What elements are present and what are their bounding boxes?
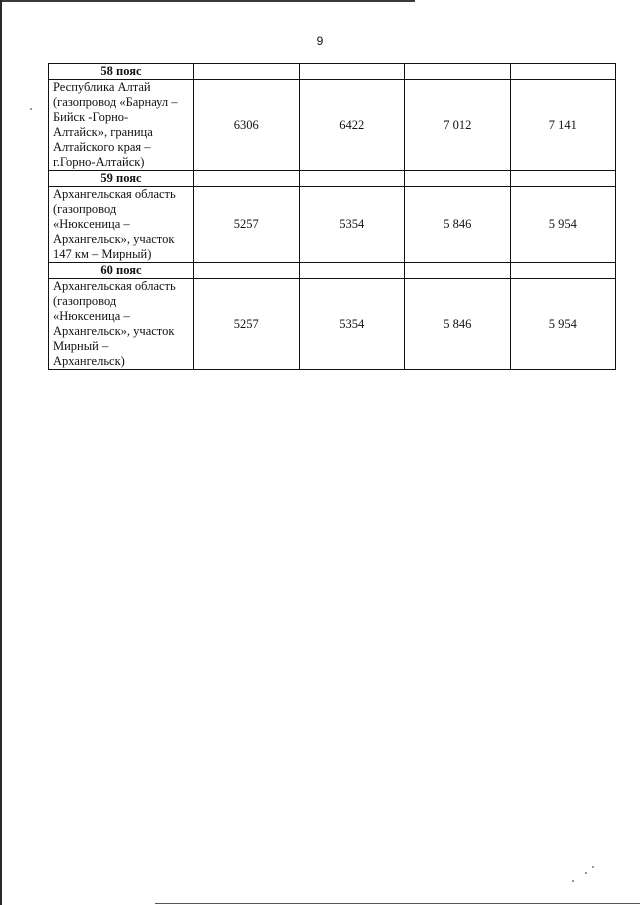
region-cell: [49, 80, 194, 171]
zone-header-row: [49, 263, 616, 279]
page-number: 9: [316, 34, 324, 48]
region-line: Архангельская область: [53, 279, 176, 293]
region-line: Архангельск», участок: [53, 232, 175, 246]
region-line: Алтайского края –: [53, 140, 151, 154]
value-cell: 5 846: [405, 187, 511, 263]
table-row: [49, 279, 616, 370]
scan-speck: [592, 866, 594, 868]
region-line: «Нюксеница –: [53, 309, 130, 323]
table-row: [49, 80, 616, 171]
zone-title: 59 пояс: [49, 171, 194, 187]
region-line: Республика Алтай: [53, 80, 151, 94]
scan-speck: [585, 872, 587, 874]
value-cell: 5 954: [510, 187, 616, 263]
region-line: Архангельская область: [53, 187, 176, 201]
region-cell: [49, 187, 194, 263]
value-cell: 6422: [299, 80, 405, 171]
region-line: Алтайск», граница: [53, 125, 153, 139]
region-line: Архангельск): [53, 354, 125, 368]
zone-header-row: [49, 64, 616, 80]
value-cell: 5354: [299, 279, 405, 370]
tariff-table-body: [49, 64, 616, 370]
empty-cell: [194, 64, 300, 80]
value-cell: 5 846: [405, 279, 511, 370]
region-line: Мирный –: [53, 339, 109, 353]
region-line: Архангельск», участок: [53, 324, 175, 338]
scan-edge-top: [0, 0, 415, 2]
region-line: г.Горно-Алтайск): [53, 155, 145, 169]
region-line: (газопровод «Барнаул –: [53, 95, 178, 109]
region-line: «Нюксеница –: [53, 217, 130, 231]
empty-cell: [299, 64, 405, 80]
empty-cell: [405, 263, 511, 279]
region-cell: [49, 279, 194, 370]
empty-cell: [405, 171, 511, 187]
empty-cell: [510, 64, 616, 80]
value-cell: 5354: [299, 187, 405, 263]
empty-cell: [194, 263, 300, 279]
region-line: (газопровод: [53, 294, 117, 308]
scan-edge-left: [0, 0, 2, 905]
tariff-table: [48, 63, 616, 370]
value-cell: 6306: [194, 80, 300, 171]
scan-speck: [572, 880, 574, 882]
value-cell: 5 954: [510, 279, 616, 370]
zone-title: 58 пояс: [49, 64, 194, 80]
scan-edge-bottom: [155, 903, 640, 904]
value-cell: 5257: [194, 279, 300, 370]
empty-cell: [299, 171, 405, 187]
empty-cell: [510, 263, 616, 279]
empty-cell: [405, 64, 511, 80]
scan-speck: [30, 108, 32, 110]
region-line: Бийск -Горно-: [53, 110, 129, 124]
zone-header-row: [49, 171, 616, 187]
value-cell: 7 012: [405, 80, 511, 171]
region-line: 147 км – Мирный): [53, 247, 152, 261]
value-cell: 7 141: [510, 80, 616, 171]
table-row: [49, 187, 616, 263]
empty-cell: [194, 171, 300, 187]
empty-cell: [510, 171, 616, 187]
zone-title: 60 пояс: [49, 263, 194, 279]
empty-cell: [299, 263, 405, 279]
value-cell: 5257: [194, 187, 300, 263]
region-line: (газопровод: [53, 202, 117, 216]
